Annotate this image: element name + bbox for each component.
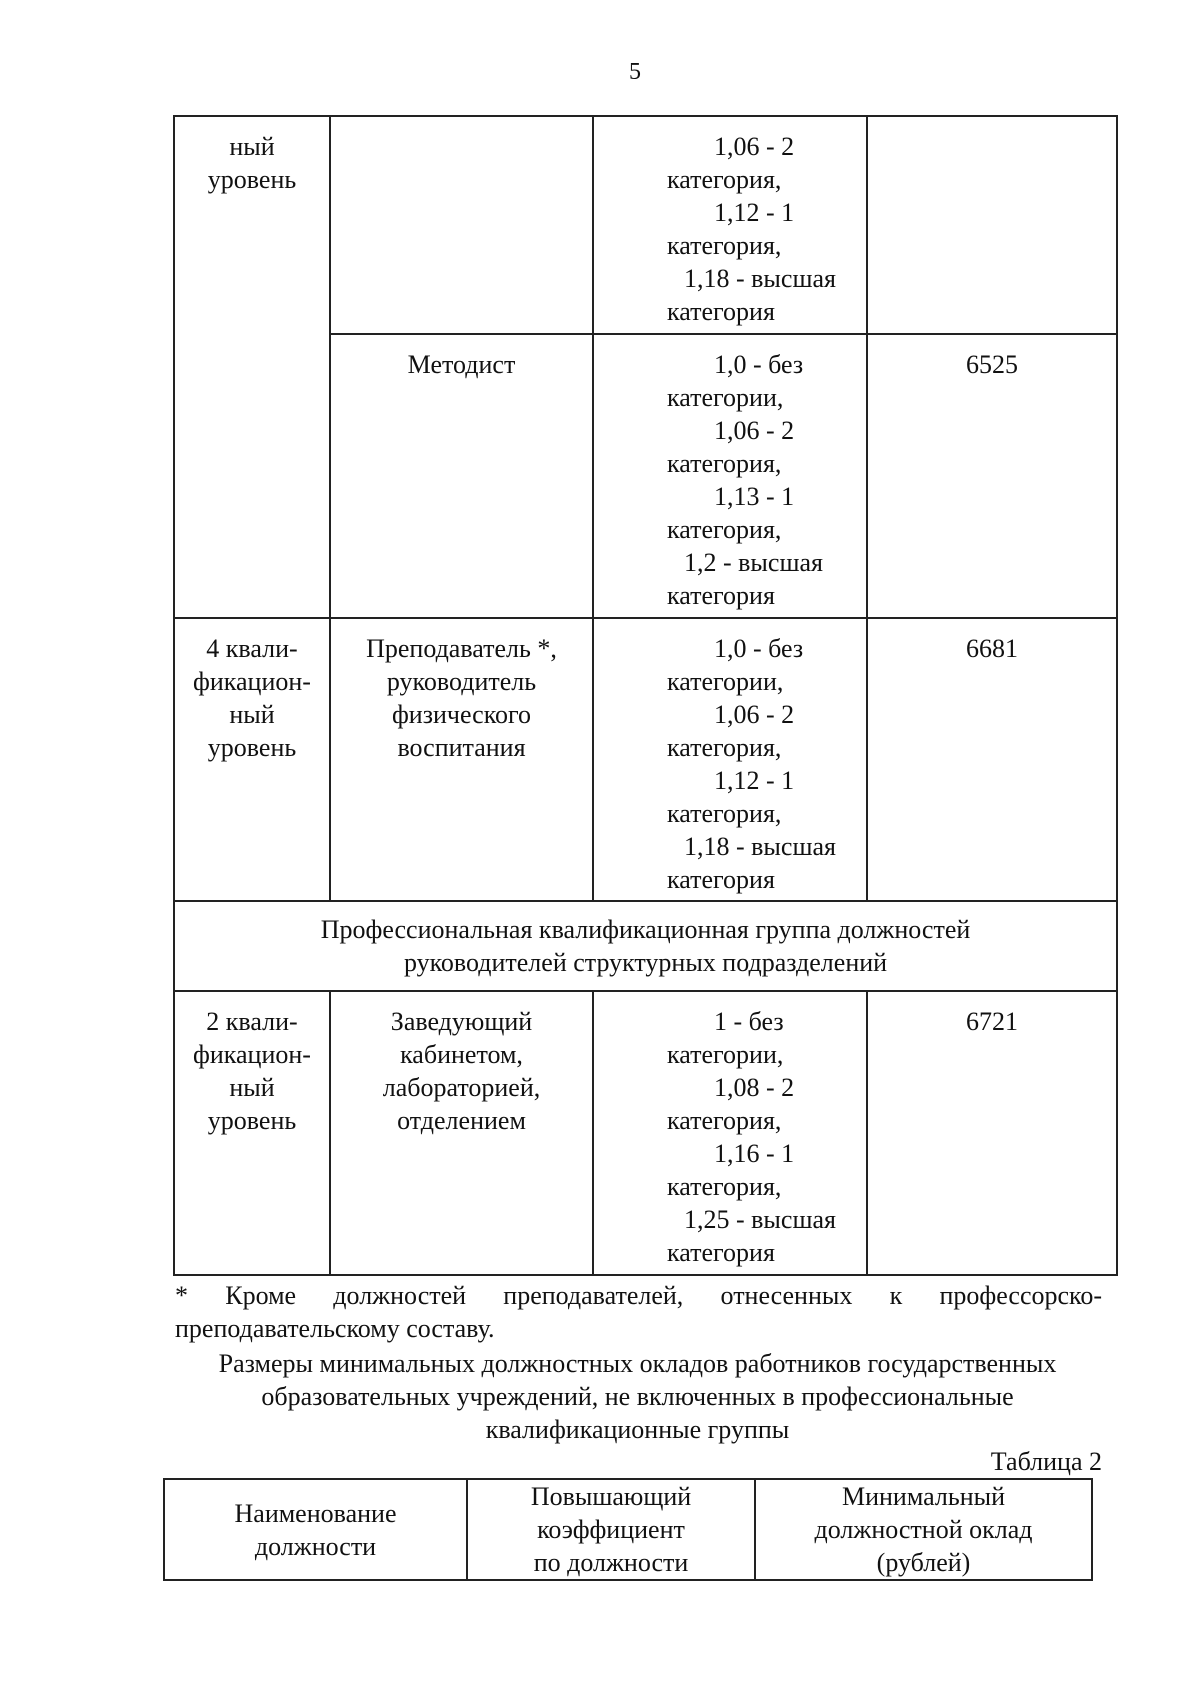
level-line: 2 квали- [206, 1007, 298, 1036]
group-title-line: руководителей структурных подразделений [403, 948, 888, 977]
position-line: физического [391, 700, 532, 729]
level-line: уровень [207, 733, 297, 762]
coef-line: категория [667, 865, 775, 894]
coef-line: категория [667, 297, 775, 326]
coef-line: 1,0 - без [714, 634, 804, 663]
table-row [174, 991, 1117, 1275]
coef-line: 1,18 - высшая [684, 264, 836, 293]
qualification-level-cell [174, 618, 330, 901]
qualification-level-cell [174, 991, 330, 1275]
level-line: ный [229, 700, 275, 729]
coef-line: категории, [667, 667, 784, 696]
coef-line: категория, [667, 231, 782, 260]
group-title-cell [174, 901, 1117, 991]
footnote: * Кроме должностей преподавателей, отнесенных к профессорско-преподавательскому составу. [175, 1281, 1102, 1343]
position-line: отделением [397, 1106, 526, 1135]
header-line: коэффициент [537, 1515, 685, 1544]
position-line: Заведующий [390, 1007, 533, 1036]
position-line: Преподаватель *, [366, 634, 557, 663]
coef-line: категория, [667, 733, 782, 762]
header-line: Минимальный [841, 1482, 1006, 1511]
coefficient-cell [593, 116, 867, 334]
caption-line: образовательных учреждений, не включенных в профессиональные [261, 1382, 1014, 1411]
coef-line: 1,2 - высшая [684, 548, 823, 577]
header-line: Повышающий [530, 1482, 692, 1511]
coef-line: 1,12 - 1 [714, 198, 795, 227]
coef-line: 1,16 - 1 [714, 1139, 795, 1168]
salary-table-continued [173, 115, 1118, 1276]
position-line: руководитель [386, 667, 537, 696]
coef-line: 1,0 - без [714, 350, 804, 379]
position-cell [330, 618, 593, 901]
level-line: фикацион- [193, 667, 311, 696]
coefficient-cell [593, 334, 867, 618]
coef-line: 1,06 - 2 [714, 700, 795, 729]
coef-line: категория, [667, 1172, 782, 1201]
coef-line: 1,06 - 2 [714, 416, 795, 445]
header-cell-salary [755, 1479, 1092, 1580]
coef-line: 1,25 - высшая [684, 1205, 836, 1234]
level-line: уровень [207, 1106, 297, 1135]
position-cell [330, 991, 593, 1275]
salary-cell [867, 618, 1117, 901]
position-cell [330, 116, 593, 334]
coef-line: категория, [667, 1106, 782, 1135]
header-line: (рублей) [876, 1548, 971, 1577]
level-line: ный [229, 1073, 275, 1102]
position-line: воспитания [397, 733, 526, 762]
table-row [174, 618, 1117, 901]
header-line: должностной оклад [814, 1515, 1033, 1544]
caption-line: Размеры минимальных должностных окладов работников государственных [218, 1349, 1057, 1378]
level-line: фикацион- [193, 1040, 311, 1069]
salary-value: 6681 [966, 634, 1018, 663]
group-title-line: Профессиональная квалификационная группа должностей [320, 915, 971, 944]
salary-cell [867, 991, 1117, 1275]
level-line: уровень [207, 165, 297, 194]
table-row [174, 116, 1117, 334]
caption-line: квалификационные группы [485, 1415, 790, 1444]
level-line: ный [229, 132, 275, 161]
header-line: должности [254, 1531, 377, 1561]
salary-cell [867, 116, 1117, 334]
position-line: кабинетом, [400, 1040, 523, 1069]
salary-cell [867, 334, 1117, 618]
coef-line: 1 - без [714, 1007, 784, 1036]
coef-line: категория, [667, 799, 782, 828]
coef-line: категории, [667, 383, 784, 412]
coef-line: 1,18 - высшая [684, 832, 836, 861]
coef-line: 1,06 - 2 [714, 132, 795, 161]
coef-line: категория, [667, 165, 782, 194]
table-header-row [164, 1479, 1092, 1580]
position-line: лабораторией, [382, 1073, 541, 1102]
salary-table-2 [163, 1478, 1093, 1581]
header-line: Наименование [234, 1498, 397, 1528]
qualification-level-cell [174, 116, 330, 618]
salary-value: 6721 [966, 1007, 1018, 1036]
header-cell-name [164, 1479, 467, 1580]
table-label: Таблица 2 [990, 1447, 1102, 1476]
coef-line: категория [667, 1238, 775, 1267]
position-cell [330, 334, 593, 618]
coef-line: категория, [667, 449, 782, 478]
header-line: по должности [533, 1548, 689, 1577]
salary-value: 6525 [966, 350, 1018, 379]
header-cell-coefficient [467, 1479, 755, 1580]
table-caption [160, 1347, 1115, 1446]
group-header-row [174, 901, 1117, 991]
position-line: Методист [407, 350, 516, 379]
coefficient-cell [593, 618, 867, 901]
coef-line: 1,12 - 1 [714, 766, 795, 795]
page-number: 5 [629, 59, 641, 85]
coef-line: 1,13 - 1 [714, 482, 795, 511]
coef-line: категория [667, 581, 775, 610]
coef-line: 1,08 - 2 [714, 1073, 795, 1102]
coefficient-cell [593, 991, 867, 1275]
coef-line: категория, [667, 515, 782, 544]
coef-line: категории, [667, 1040, 784, 1069]
level-line: 4 квали- [206, 634, 298, 663]
